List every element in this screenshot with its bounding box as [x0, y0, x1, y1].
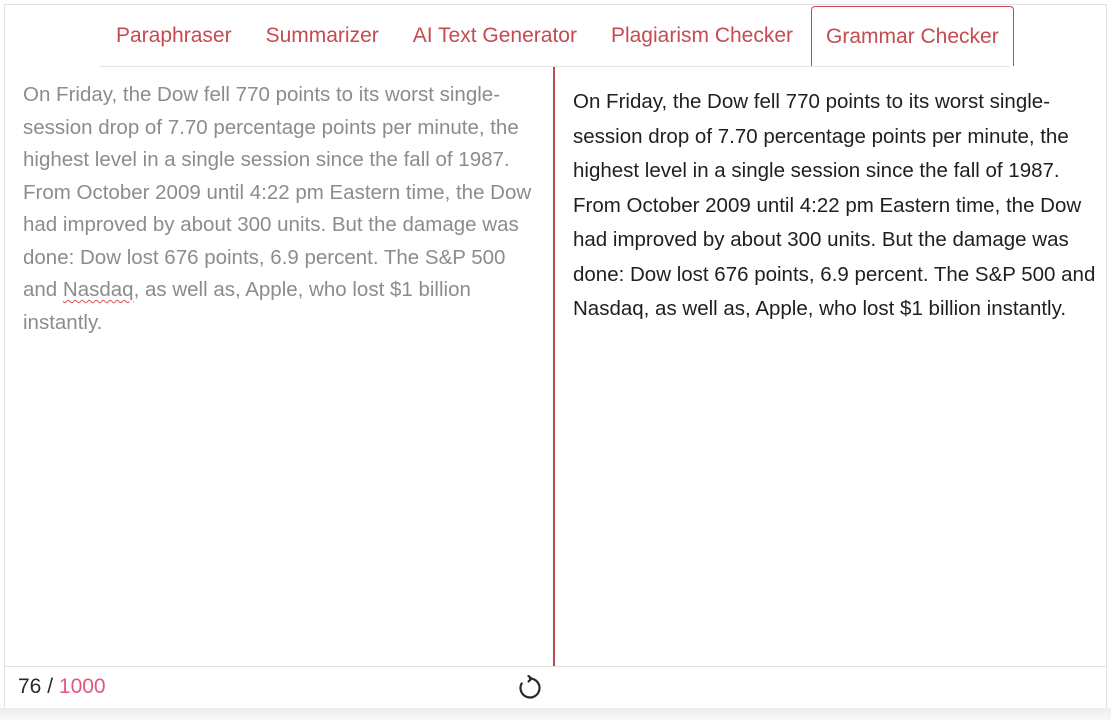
- input-text-area[interactable]: [23, 79, 543, 339]
- output-text: On Friday, the Dow fell 770 points to its worst single-session drop of 7.70 percentage points per minute, the highest level in a single session since the fall of 1987. From October 2009 until 4:22 pm Eastern time, the Dow had improved by about 300 units. But the damage was done: Dow lost 676 points, 6.9 percent. The S&P 500 and Nasdaq, as well as, Apple, who lost $1 billion instantly.: [573, 90, 1096, 320]
- counter-separator: /: [47, 675, 54, 698]
- word-count: 76: [18, 675, 42, 698]
- input-text-after: , as well as, Apple, who lost $1 billion instantly.: [23, 278, 471, 334]
- tab-grammar-checker[interactable]: Grammar Checker: [811, 6, 1014, 66]
- grammar-checker-panel: [4, 4, 1107, 709]
- refresh-button[interactable]: [517, 675, 543, 701]
- tab-paraphraser[interactable]: Paraphraser: [116, 24, 232, 47]
- tab-summarizer[interactable]: Summarizer: [265, 24, 379, 47]
- bottom-shadow: [0, 708, 1111, 720]
- tab-plagiarism-checker[interactable]: Plagiarism Checker: [610, 24, 794, 47]
- refresh-icon: [517, 675, 543, 701]
- flagged-word[interactable]: Nasdaq: [62, 278, 134, 301]
- word-counter: [18, 673, 106, 701]
- word-limit: 1000: [58, 675, 106, 698]
- tab-ai-text-generator[interactable]: AI Text Generator: [412, 24, 577, 47]
- tool-tabs: [99, 6, 1014, 66]
- pane-divider: [553, 67, 555, 667]
- input-text-before: On Friday, the Dow fell 770 points to its worst single-session drop of 7.70 percentage points per minute, the highest level in a single session since the fall of 1987. From October 2009 until 4:22 pm Eastern time, the Dow had improved by about 300 units. But the damage was done: Dow lost 676 points, 6.9 percent. The S&P 500 and: [23, 83, 532, 301]
- output-text-area: [573, 85, 1097, 327]
- footer-divider: [5, 666, 1106, 667]
